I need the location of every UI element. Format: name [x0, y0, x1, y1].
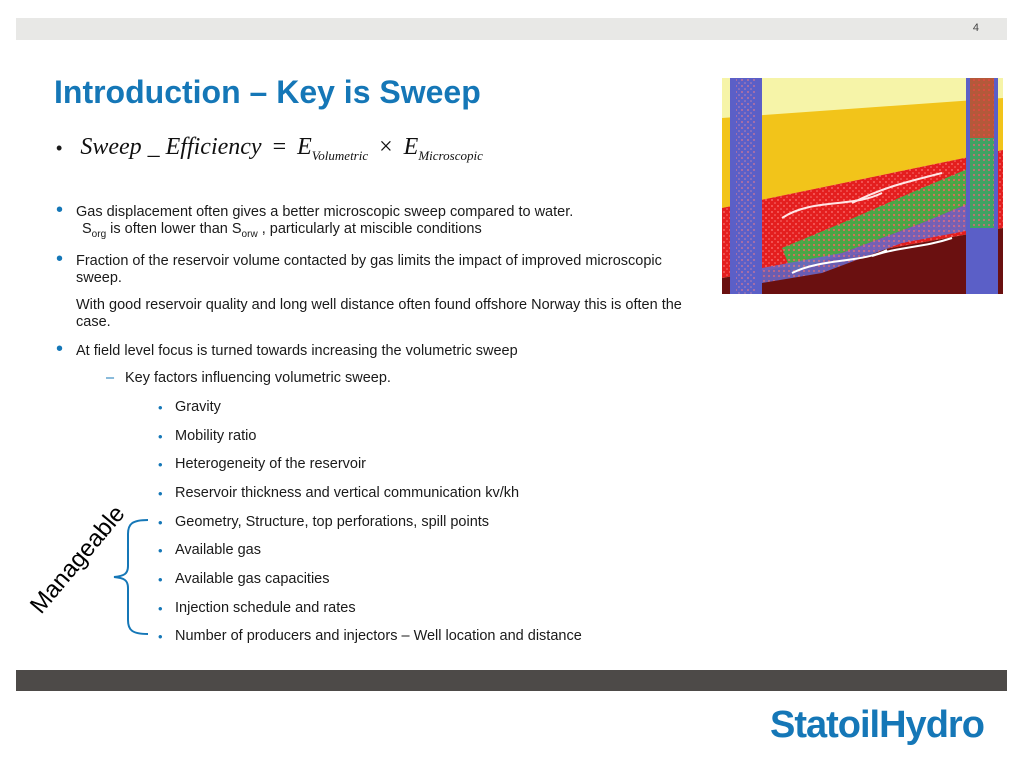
factor-item: • Heterogeneity of the reservoir	[158, 456, 367, 473]
fraction-text: Fraction of the reservoir volume contacted by gas limits the impact of improved microscopic sweep.	[76, 252, 662, 286]
sorg-line: $S_{org}$ is often lower than $S_{orw}$ , particularly at miscible conditions	[82, 221, 482, 240]
formula-e1: E	[297, 134, 312, 160]
manageable-label: Manageable	[24, 500, 131, 619]
page-number: 4	[972, 22, 979, 34]
formula-equals: =	[272, 134, 287, 160]
bullet-dot: •	[56, 337, 64, 360]
bullet-field-level	[56, 337, 696, 360]
bullet-dot: •	[56, 247, 64, 270]
bottom-bar	[16, 670, 1007, 691]
formula-times: ×	[379, 134, 393, 160]
factor-item: • Available gas	[158, 542, 261, 559]
formula-lhs: Sweep _ Efficiency	[80, 134, 262, 160]
key-factors-text: Key factors influencing volumetric sweep.	[125, 369, 391, 386]
statoilhydro-logo: StatoilHydro	[770, 704, 984, 746]
formula-e2-sub: Microscopic	[418, 147, 483, 163]
factor-item: • Injection schedule and rates	[158, 599, 356, 616]
formula-e1-sub: Volumetric	[311, 147, 369, 163]
factor-item: • Reservoir thickness and vertical communication kv/kh	[158, 484, 520, 501]
bullet-dash: –	[106, 369, 115, 386]
sweep-efficiency-formula	[80, 134, 483, 164]
factor-item: • Gravity	[158, 398, 221, 415]
slide-title: Introduction – Key is Sweep	[54, 74, 481, 110]
bullet-fraction	[56, 247, 696, 287]
factor-item: • Available gas capacities	[158, 571, 330, 588]
factor-item: • Mobility ratio	[158, 427, 257, 444]
gas-displacement-text: Gas displacement often gives a better microscopic sweep compared to water.	[76, 204, 574, 220]
top-bar	[16, 18, 1007, 40]
formula-row	[56, 134, 483, 164]
reservoir-sweep-diagram	[722, 78, 1003, 294]
formula-bullet: •	[56, 138, 63, 158]
factor-item: • Number of producers and injectors – Well location and distance	[158, 628, 582, 645]
factor-item: • Geometry, Structure, top perforations, spill points	[158, 513, 490, 530]
slide-content	[56, 199, 696, 657]
formula-e2: E	[403, 134, 419, 160]
bullet-key-factors	[56, 370, 696, 387]
bullet-dot: •	[56, 199, 64, 221]
field-level-text: At field level focus is turned towards increasing the volumetric sweep	[76, 342, 518, 359]
curly-brace	[112, 518, 152, 636]
bullet-gas-displacement	[56, 199, 696, 243]
good-reservoir-text: With good reservoir quality and long well distance often found offshore Norway this is often the case.	[76, 296, 682, 330]
